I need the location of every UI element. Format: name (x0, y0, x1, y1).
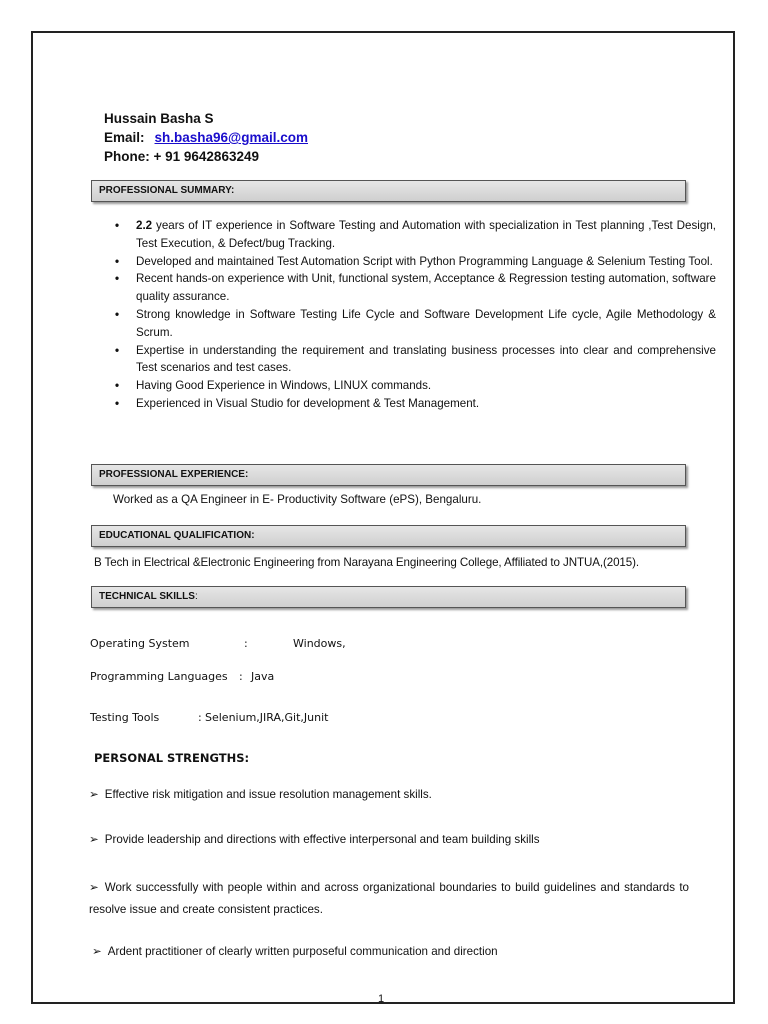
item-text: Developed and maintained Test Automation Script with Python Programming Language & Selenium Testing Tool. (136, 254, 713, 268)
item-text: years of IT experience in Software Testing and Automation with specialization in Test planning ,Test Design, Test Execution, & Defect/bug Tracking. (136, 219, 716, 250)
list-item (136, 395, 716, 413)
strength-item (89, 877, 689, 921)
item-text: Having Good Experience in Windows, LINUX commands. (136, 379, 432, 393)
skill-separator: : (244, 637, 248, 650)
item-text: Expertise in understanding the requirement and translating business processes into clear and comprehensive Test scenarios and test cases. (136, 343, 716, 375)
section-title: PROFESSIONAL EXPERIENCE: (99, 469, 249, 480)
section-header-education (91, 525, 686, 547)
experience-text: Worked as a QA Engineer in E- Productivity Software (ePS), Bengaluru. (113, 493, 482, 506)
contact-block (104, 109, 308, 166)
section-title: PROFESSIONAL SUMMARY: (99, 185, 235, 196)
skill-value-tools: Selenium,JIRA,Git,Junit (205, 711, 329, 724)
strength-text: Provide leadership and directions with effective interpersonal and team building skills (104, 833, 540, 846)
skill-separator: : (198, 711, 202, 724)
education-text: B Tech in Electrical &Electronic Engineering from Narayana Engineering College, Affiliated to JNTUA,(2015). (94, 556, 640, 569)
section-title-suffix: : (194, 591, 198, 602)
arrow-bullet-icon: ➢ (89, 833, 99, 846)
strength-item (89, 784, 689, 806)
section-title: EDUCATIONAL QUALIFICATION: (99, 530, 255, 541)
strength-item (89, 829, 689, 851)
list-item (136, 342, 716, 378)
strength-item (92, 941, 692, 963)
list-item (136, 253, 716, 271)
highlight-text: 2.2 (136, 219, 153, 232)
strength-text: Work successfully with people within and across organizational boundaries to build guidelines and standards to resolve issue and create consistent practices. (89, 881, 689, 916)
candidate-name: Hussain Basha S (104, 111, 214, 126)
email-link[interactable]: sh.basha96@gmail.com (154, 130, 308, 145)
skill-label-languages: Programming Languages (90, 670, 228, 683)
skill-value-os: Windows, (293, 637, 346, 650)
arrow-bullet-icon: ➢ (89, 788, 99, 801)
page-number: 1 (378, 993, 385, 1005)
section-header-experience (91, 464, 686, 486)
list-item (136, 270, 716, 306)
email-label: Email: (104, 130, 145, 145)
list-item (136, 217, 716, 253)
email-line (104, 128, 308, 147)
arrow-bullet-icon: ➢ (92, 945, 102, 958)
skill-value-languages: Java (251, 670, 275, 683)
item-text: Recent hands-on experience with Unit, functional system, Acceptance & Regression testing automation, software quality assurance. (136, 272, 716, 304)
skill-label-tools: Testing Tools (90, 711, 160, 724)
section-header-summary (91, 180, 686, 202)
section-header-technical (91, 586, 686, 608)
item-text: Experienced in Visual Studio for development & Test Management. (136, 396, 480, 410)
summary-list (115, 217, 716, 413)
section-title: TECHNICAL SKILLS (99, 591, 195, 602)
phone-line: Phone: + 91 9642863249 (104, 149, 259, 164)
list-item (136, 377, 716, 395)
strength-text: Effective risk mitigation and issue resolution management skills. (104, 788, 432, 801)
item-text: Strong knowledge in Software Testing Life Cycle and Software Development Life cycle, Agile Methodology & Scrum. (136, 307, 716, 339)
arrow-bullet-icon: ➢ (89, 881, 99, 894)
strength-text: Ardent practitioner of clearly written purposeful communication and direction (107, 945, 498, 958)
page-border (31, 31, 735, 1004)
strengths-title: PERSONAL STRENGTHS: (94, 751, 250, 765)
skill-label-os: Operating System (90, 637, 190, 650)
skill-separator: : (239, 670, 243, 683)
list-item (136, 306, 716, 342)
